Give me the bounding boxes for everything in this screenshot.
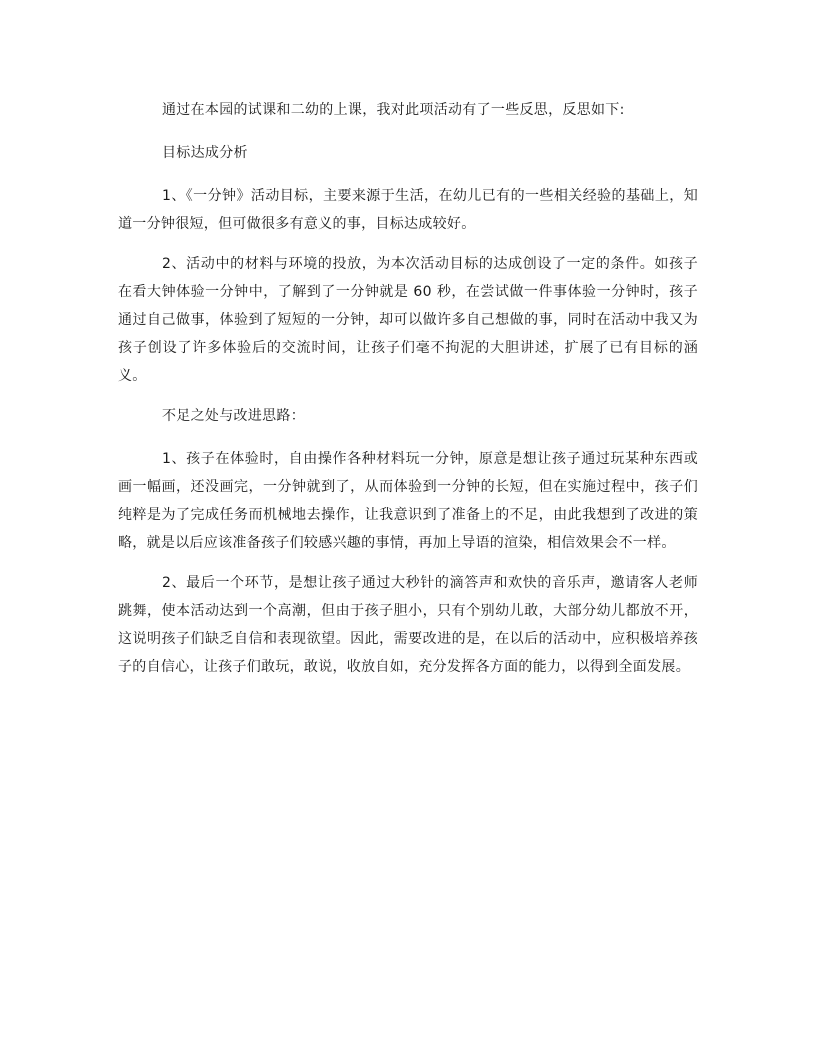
improvement-point-2: 2、最后一个环节，是想让孩子通过大秒针的滴答声和欢快的音乐声，邀请客人老师跳舞，使本活动达到一个高潮，但由于孩子胆小，只有个别幼儿敢，大部分幼儿都放不开，这说明孩子们缺乏自信和表现欲望。因此，需要改进的是，在以后的活动中，应积极培养孩子的自信心，让孩子们敢玩，敢说，收放自如，充分发挥各方面的能力，以得到全面发展。 xyxy=(118,575,698,675)
improvement-point-1: 1、孩子在体验时，自由操作各种材料玩一分钟，原意是想让孩子通过玩某种东西或画一幅画，还没画完，一分钟就到了，从而体验到一分钟的长短，但在实施过程中，孩子们纯粹是为了完成任务而机械地去操作，让我意识到了准备上的不足，由此我想到了改进的策略，就是以后应该准备孩子们较感兴趣的事情，再加上导语的渲染，相信效果会不一样。 xyxy=(118,451,698,551)
section-heading-improvements: 不足之处与改进思路： xyxy=(162,408,305,424)
intro-paragraph: 通过在本园的试课和二幼的上课，我对此项活动有了一些反思，反思如下: xyxy=(162,102,625,118)
section-heading-goal-analysis: 目标达成分析 xyxy=(162,145,248,161)
goal-point-2: 2、活动中的材料与环境的投放，为本次活动目标的达成创设了一定的条件。如孩子在看大钟体验一分钟中，了解到了一分钟就是 60 秒，在尝试做一件事体验一分钟时，孩子通过自己做事，体验到了短短的一分钟，却可以做许多自己想做的事，同时在活动中我又为孩子创设了许多体验后的交流时间，让孩子们毫不拘泥的大胆讲述，扩展了已有目标的涵义。 xyxy=(118,256,698,384)
document-body xyxy=(118,96,698,693)
goal-point-1: 1、《一分钟》活动目标，主要来源于生活，在幼儿已有的一些相关经验的基础上，知道一分钟很短，但可做很多有意义的事，目标达成较好。 xyxy=(118,188,698,232)
